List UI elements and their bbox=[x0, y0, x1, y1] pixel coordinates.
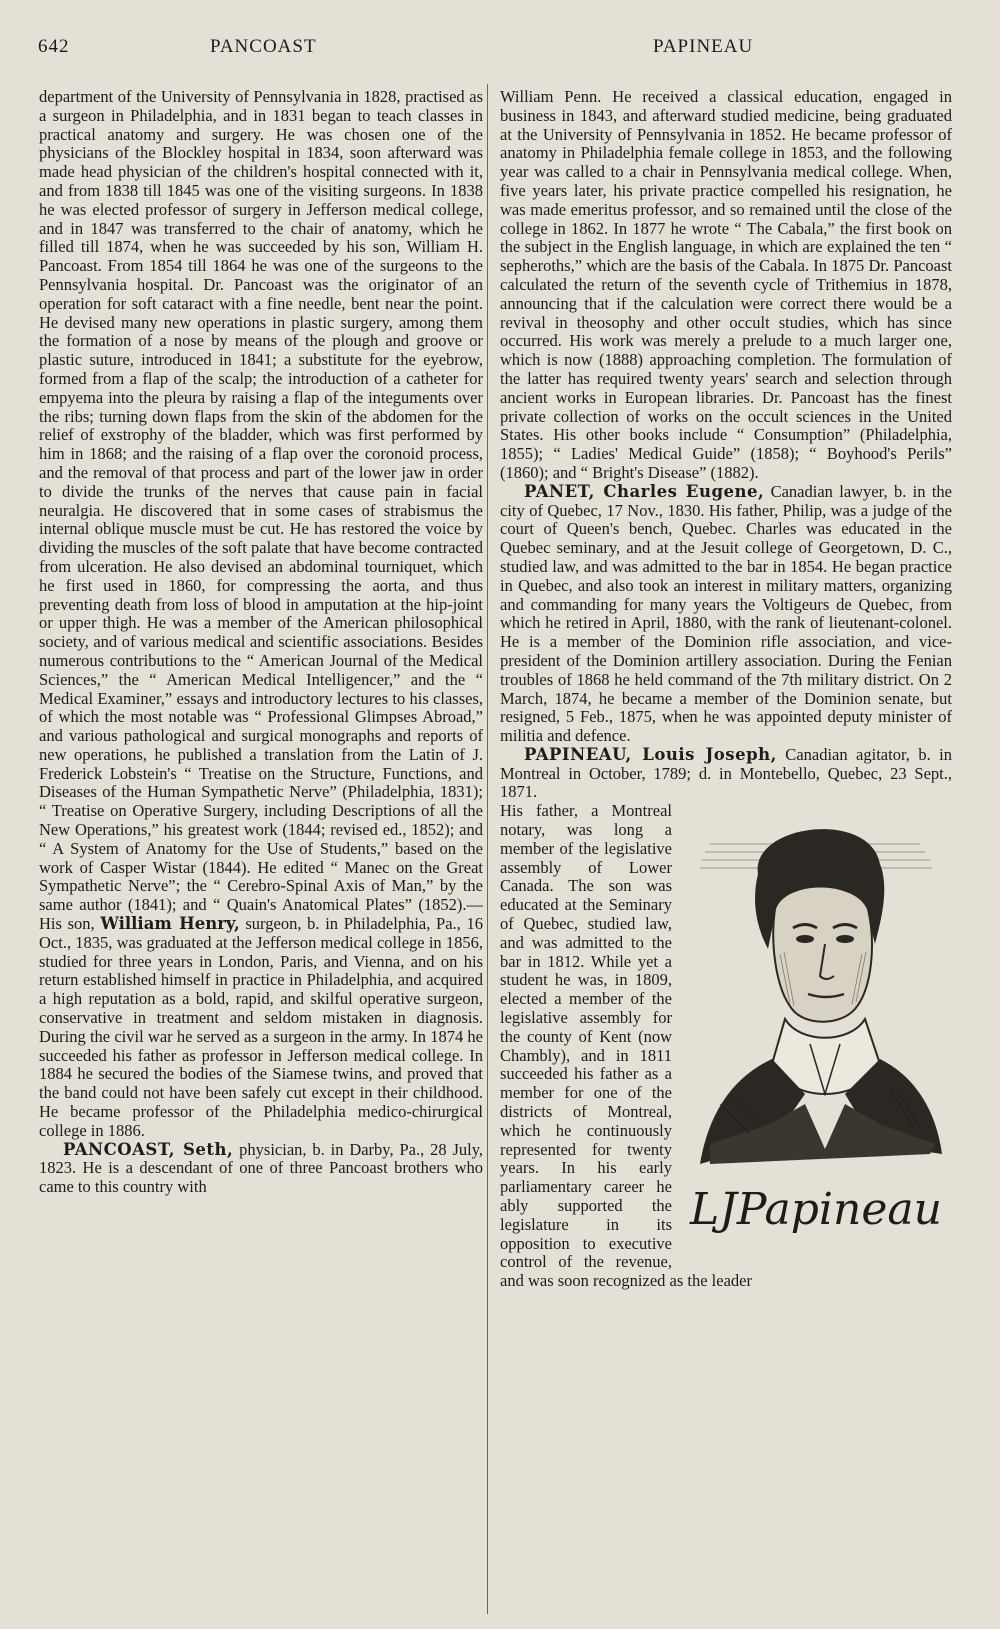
right-column bbox=[500, 88, 952, 1291]
papineau-text: His father, a Montreal notary, was long a member of the legislative assembly of Lower Canada. The son was educated at the Seminary of Quebec, studied law, and was admitted to the bar in 1812. While yet a student he was, in 1809, elected a member of the legislative assembly for the county of Kent (now Chambly), and in 1811 succeeded his father as a member for one of the districts of Montreal, which he continuously represented for twenty years. In his early parliamentary career he ably supported the legislature in its opposition to executive control of the revenue, and was soon recognized as the leader bbox=[500, 801, 752, 1291]
papineau-portrait bbox=[680, 804, 952, 1254]
papineau-intro-text: Canadian agitator, b. in Montreal in October, 1789; d. in Montebello, Quebec, 23 Sept., 1871. bbox=[500, 744, 952, 802]
left-column bbox=[39, 88, 483, 1197]
portrait-engraving bbox=[680, 804, 952, 1254]
pancoast-joseph-text: department of the University of Pennsylvania in 1828, practised as a surgeon in Philadelphia, and in 1831 began to teach classes in practical anatomy and surgery. He was chosen one of the physicians of the Blockley hospital in 1834, soon afterward was made head physician of the children's hospital connected with it, and from 1838 till 1845 was one of the visiting surgeons. In 1838 he was elected professor of surgery in Jefferson medical college, and in 1847 was transferred to the chair of anatomy, which he filled till 1874, when he was succeeded by his son, William H. Pancoast. From 1854 till 1864 he was one of the surgeons to the Pennsylvania hospital. Dr. Pancoast was the originator of an operation for soft cataract with a fine needle, bent near the point. He devised many new operations in plastic surgery, among them the formation of a nose by means of the plough and groove or plastic suture, introduced in 1841; a substitute for the eyebrow, formed from a flap of the scalp; the introduction of a catheter for empyema into the pleura by raising a flap of the integuments over the ribs; turning down flaps from the skin of the abdomen for the relief of exstrophy of the bladder, which was first performed by him in 1868; and the raising of a flap over the coronoid process, and the removal of that process and part of the lower jaw in order to divide the trunks of the nerves that cause pain in facial neuralgia. He discovered that in some cases of strabismus the internal oblique muscle must be cut. He has restored the voice by dividing the muscles of the soft palate that have become contracted from ulceration. He also devised an abdominal tourniquet, which he first used in 1860, for compressing the aorta, and thus preventing death from loss of blood in amputation at the hip-joint or upper thigh. He was a member of the American philosophical society, and of various medical and scientific associations. Besides numerous contributions to the “ American Journal of the Medical Sciences,” the “ American Medical Intelligencer,” and the “ Medical Examiner,” essays and introductory lectures to his classes, of which the most notable was “ Professional Glimpses Abroad,” and various pathological and surgical monographs and reports of new operations, he published a translation from the Latin of J. Frederick Lobstein's “ Treatise on the Structure, Functions, and Diseases of the Human Sympathetic Nerve” (Philadelphia, 1831); “ Treatise on Operative Surgery, including Descriptions of all the New Operations,” his greatest work (1844; revised ed., 1852); and “ A System of Anatomy for the Use of Students,” based on the work of Casper Wistar (1844). He edited “ Manec on the Great Sympathetic Nerve”; the “ Cerebro-Spinal Axis of Man,” by the same author (1841); and “ Quain's Anatomical Plates” (1852).—His son, bbox=[39, 87, 483, 934]
papineau-headword: PAPINEAU, Louis Joseph, bbox=[524, 744, 777, 764]
running-header bbox=[38, 36, 963, 66]
column-rule bbox=[487, 84, 488, 1614]
page-number: 642 bbox=[38, 36, 70, 57]
right-running-head: PAPINEAU bbox=[653, 36, 754, 57]
panet-headword: PANET, Charles Eugene, bbox=[524, 481, 765, 501]
william-henry-name: William Henry, bbox=[100, 914, 240, 934]
pancoast-seth-continued: William Penn. He received a classical education, engaged in business in 1843, and afterward studied medicine, being graduated at the University of Pennsylvania in 1852. He became professor of anatomy in Philadelphia female college in 1853, and the following year was called to a chair in Pennsylvania medical college. When, five years later, his private practice compelled his resignation, he was made emeritus professor, and so remained until the close of the college in 1862. In 1877 he wrote “ The Cabala,” the first book on the subject in the English language, in which are explained the ten “ sepheroths,” which are the basis of the Cabala. In 1875 Dr. Pancoast calculated the return of the seventh cycle of Trithemius in 1878, announcing that if the calculation were correct there would be a revival in theosophy and other occult studies, which has since occurred. His work was merely a prelude to a much larger one, which is now (1888) approaching completion. The formulation of the latter has required twenty years' search and selection through ancient works in European libraries. Dr. Pancoast has the finest private collection of works on the occult sciences in the United States. His other books include “ Consumption” (Philadelphia, 1855); “ Ladies' Medical Guide” (1858); “ Boyhood's Perils” (1860); and “ Bright's Disease” (1882). bbox=[500, 87, 952, 482]
pancoast-seth-text: physician, b. in Darby, Pa., 28 July, 1823. He is a descendant of one of three Pancoast brothers who came to this country with bbox=[39, 1139, 484, 1197]
pancoast-seth-entry bbox=[39, 1141, 483, 1197]
papineau-entry-intro bbox=[500, 746, 952, 802]
papineau-body bbox=[500, 802, 952, 1291]
panet-entry bbox=[500, 483, 952, 746]
pancoast-seth-headword: PANCOAST, Seth, bbox=[63, 1139, 234, 1159]
pancoast-joseph-entry bbox=[39, 88, 483, 1141]
william-henry-text: surgeon, b. in Philadelphia, Pa., 16 Oct., 1835, was graduated at the Jefferson medical college in 1856, studied for three years in London, Paris, and Vienna, and on his return established himself in practice in Philadelphia, and acquired a high reputation as a bold, rapid, and skilful operative surgeon, conservative in treatment and seldom mistaken in diagnosis. During the civil war he served as a surgeon in the army. In 1874 he succeeded his father as professor in Jefferson medical college. In 1884 he secured the bodies of the Siamese twins, and proved that the band could not have been safely cut except in their childhood. He became professor of the Philadelphia medico-chirurgical college in 1886. bbox=[39, 914, 483, 1140]
panet-text: Canadian lawyer, b. in the city of Quebec, 17 Nov., 1830. His father, Philip, was a judge of the court of Queen's bench, Quebec. Charles was educated in the Quebec seminary, and at the Jesuit college of Georgetown, D. C., studied law, and was admitted to the bar in 1854. He began practice in Quebec, and also took an interest in military matters, organizing and commanding for many years the Voltigeurs de Quebec, from which he retired in April, 1880, with the rank of lieutenant-colonel. He is a member of the Dominion rifle association, and vice-president of the Dominion artillery association. During the Fenian troubles of 1868 he held command of the 7th military district. On 2 March, 1874, he became a member of the Dominion senate, but resigned, 5 Feb., 1875, when he was appointed deputy minister of militia and defence. bbox=[500, 481, 952, 746]
left-running-head: PANCOAST bbox=[210, 36, 317, 57]
papineau-signature: LJPapineau bbox=[690, 1184, 942, 1236]
